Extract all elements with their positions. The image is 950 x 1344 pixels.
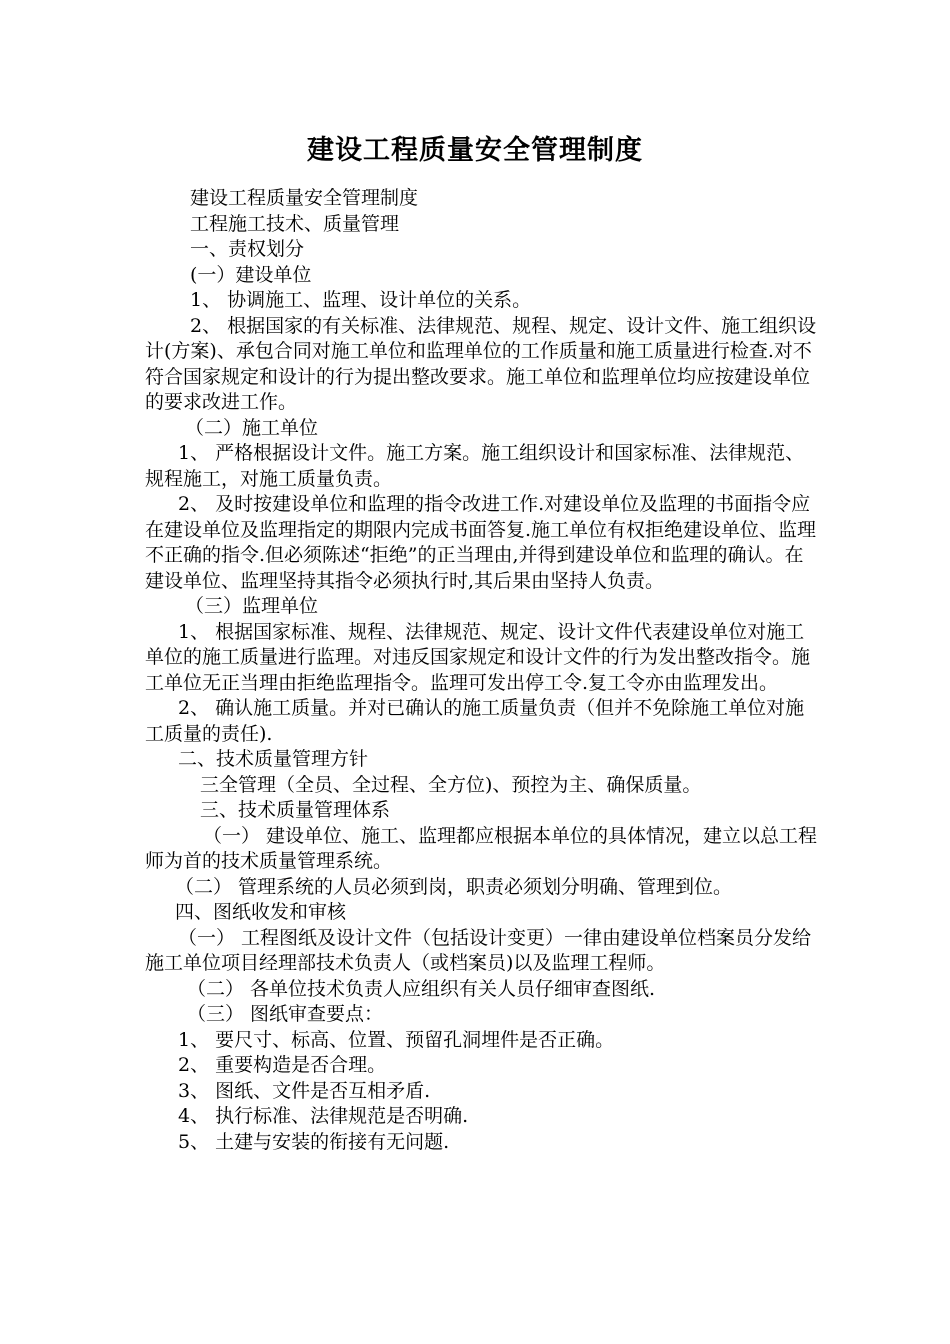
subsection-heading: (一）建设单位	[190, 263, 312, 286]
list-item: 1、 严格根据设计文件。施工方案。施工组织设计和国家标准、法律规范、规程施工，对施工质量负责。	[145, 442, 805, 490]
list-item: （一） 建设单位、施工、监理都应根据本单位的具体情况，建立以总工程师为首的技术质量管理系统。	[145, 824, 818, 872]
paragraph: 工程施工技术、质量管理	[190, 212, 400, 235]
list-item: 1、 要尺寸、标高、位置、预留孔洞埋件是否正确。	[178, 1028, 615, 1051]
section-heading: 二、技术质量管理方针	[178, 748, 369, 770]
paragraph: 建设工程质量安全管理制度	[190, 187, 419, 209]
list-item: 2、 及时按建设单位和监理的指令改进工作.对建设单位及监理的书面指令应在建设单位及监理指定的期限内完成书面答复.施工单位有权拒绝建设单位、监理不正确的指令.但必须陈述“拒绝”的正当理由,并得到建设单位和监理的确认。在建设单位、监理坚持其指令必须执行时,其后果由坚持人负责。	[145, 493, 817, 592]
subsection-heading: （二）施工单位	[185, 416, 319, 439]
list-item: 2、 重要构造是否合理。	[178, 1054, 387, 1076]
section-heading: 三、技术质量管理体系	[200, 799, 391, 821]
subsection-heading: （三） 图纸审查要点：	[187, 1003, 384, 1025]
list-item: （一） 工程图纸及设计文件（包括设计变更）一律由建设单位档案员分发给施工单位项目经理部技术负责人（或档案员)以及监理工程师。	[145, 926, 812, 974]
list-item: 4、 执行标准、法律规范是否明确.	[178, 1105, 469, 1127]
list-item: 5、 土建与安装的衔接有无问题.	[178, 1130, 450, 1153]
list-item: （二） 管理系统的人员必须到岗，职责必须划分明确、管理到位。	[175, 875, 733, 898]
list-item: 2、 根据国家的有关标准、法律规范、规程、规定、设计文件、施工组织设计(方案)、承包合同对施工单位和监理单位的工作质量和施工质量进行检查.对不符合国家规定和设计的行为提出整改要求。施工单位和监理单位均应按建设单位的要求改进工作。	[145, 314, 817, 413]
subsection-heading: （三）监理单位	[185, 595, 319, 617]
section-heading: 四、图纸收发和审核	[175, 901, 347, 923]
paragraph: 三全管理（全员、全过程、全方位)、预控为主、确保质量。	[200, 773, 702, 796]
section-heading: 一、责权划分	[190, 238, 305, 260]
list-item: 3、 图纸、文件是否互相矛盾.	[178, 1079, 431, 1102]
list-item: 1、 根据国家标准、规程、法律规范、规定、设计文件代表建设单位对施工单位的施工质量进行监理。对违反国家规定和设计文件的行为发出整改指令。施工单位无正当理由拒绝监理指令。监理可发出停工令.复工令亦由监理发出。	[145, 620, 811, 694]
list-item: 1、 协调施工、监理、设计单位的关系。	[190, 289, 532, 311]
list-item: 2、 确认施工质量。并对已确认的施工质量负责（但并不免除施工单位对施工质量的责任).	[145, 697, 805, 745]
list-item: （二） 各单位技术负责人应组织有关人员仔细审查图纸.	[187, 977, 656, 1000]
document-body	[145, 186, 820, 1155]
document-title: 建设工程质量安全管理制度	[307, 135, 643, 166]
